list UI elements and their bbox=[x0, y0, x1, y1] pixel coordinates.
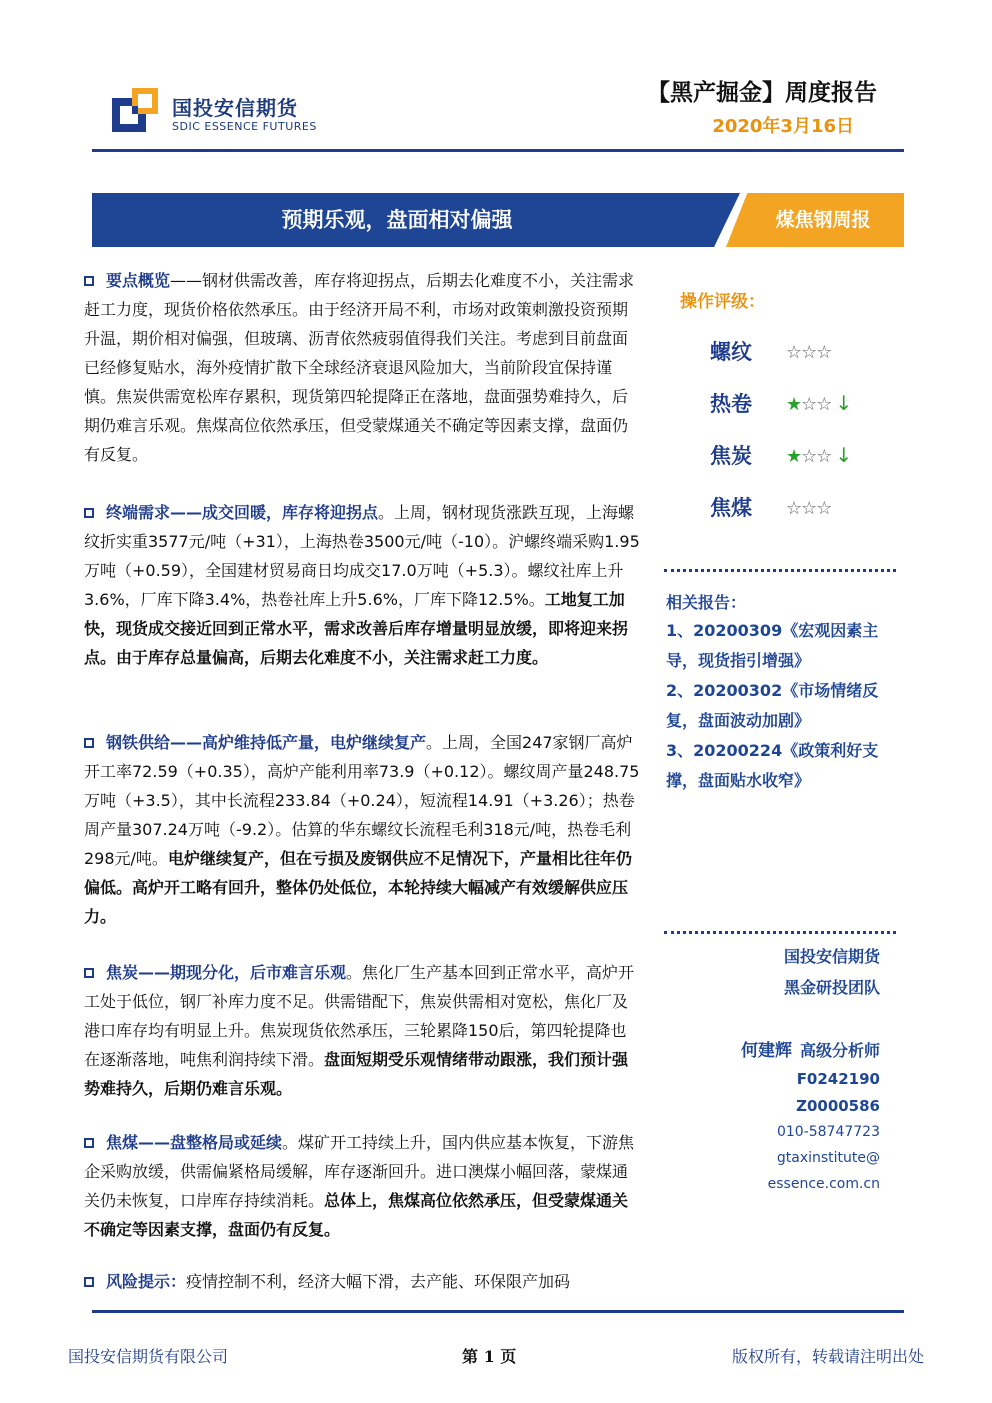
section-heading: 焦煤——盘整格局或延续 bbox=[106, 1133, 283, 1152]
sidebar-divider bbox=[664, 569, 896, 572]
header-divider bbox=[92, 149, 904, 152]
bullet-icon bbox=[84, 1138, 94, 1148]
section-heading: 终端需求——成交回暖，库存将迎拐点 bbox=[106, 503, 379, 522]
rating-name: 焦煤 bbox=[710, 496, 752, 520]
section-text: 。焦化厂生产基本回到正常水平，高炉开工处于低位，钢厂补库力度不足。供需错配下，焦炭供需相对宽松，焦化厂及港口库存均有明显上升。焦炭现货依然承压，三轮累降150后，第四轮提降也在逐渐落地，吨焦利润持续下滑。 bbox=[84, 963, 635, 1069]
related-report-link[interactable]: 2、20200302《市场情绪反复，盘面波动加剧》 bbox=[666, 681, 879, 730]
star-empty-icon: ☆☆☆ bbox=[786, 342, 832, 363]
category-tag: 煤焦钢周报 bbox=[775, 209, 871, 231]
section-summary bbox=[84, 266, 640, 469]
section-conclusion: 电炉继续复产，但在亏损及废钢供应不足情况下，产量相比往年仍偏低。高炉开工略有回升，整体仍处低位，本轮持续大幅减产有效缓解供应压力。 bbox=[84, 849, 632, 926]
star-filled-icon: ★ bbox=[786, 446, 802, 467]
related-report-link[interactable]: 3、20200224《政策利好支撑，盘面贴水收窄》 bbox=[666, 741, 879, 790]
footer-copyright: 版权所有，转载请注明出处 bbox=[731, 1347, 924, 1366]
section-heading: 钢铁供给——高炉维持低产量，电炉继续复产 bbox=[106, 733, 427, 752]
star-empty-icon: ☆☆ bbox=[801, 394, 832, 415]
bullet-icon bbox=[84, 738, 94, 748]
section-coke bbox=[84, 958, 640, 1103]
footer-divider bbox=[92, 1310, 904, 1313]
footer-company: 国投安信期货有限公司 bbox=[68, 1347, 229, 1366]
bullet-icon bbox=[84, 508, 94, 518]
report-headline: 预期乐观，盘面相对偏强 bbox=[281, 208, 513, 232]
rating-name: 焦炭 bbox=[710, 444, 752, 468]
arrow-down-icon: ↓ bbox=[835, 443, 852, 467]
section-risk bbox=[84, 1267, 640, 1296]
star-empty-icon: ☆☆ bbox=[801, 446, 832, 467]
rating-stars bbox=[786, 443, 851, 467]
analyst-name: 何建辉 bbox=[740, 1041, 792, 1061]
analyst-certificate: Z0000586 bbox=[796, 1097, 880, 1115]
rating-stars bbox=[786, 339, 835, 363]
footer-page-number: 第 1 页 bbox=[462, 1347, 517, 1366]
section-text: 。煤矿开工持续上升，国内供应基本恢复，下游焦企采购放缓，供需偏紧格局缓解，库存逐渐回升。进口澳煤小幅回落，蒙煤通关仍未恢复，口岸库存持续消耗。 bbox=[84, 1133, 635, 1210]
star-filled-icon: ★ bbox=[786, 394, 802, 415]
analyst-email[interactable]: gtaxinstitute@ bbox=[776, 1150, 880, 1166]
company-logo-icon bbox=[112, 88, 158, 132]
section-text: 疫情控制不利，经济大幅下滑，去产能、环保限产加码 bbox=[186, 1272, 571, 1291]
logo-company-name: 国投安信期货 bbox=[172, 96, 298, 120]
section-conclusion: 盘面短期受乐观情绪带动跟涨，我们预计强势难持久，后期仍难言乐观。 bbox=[84, 1050, 629, 1098]
rating-name: 热卷 bbox=[710, 392, 752, 416]
sidebar-divider bbox=[664, 931, 896, 934]
section-text: 。上周，全国247家钢厂高炉开工率72.59（+0.35），高炉产能利用率73.9（+0.12）。螺纹周产量248.75万吨（+3.5），其中长流程233.84（+0.24），短流程14.91（+3.26）；热卷周产量307.24万吨（-9.2）。估算的华东螺纹长流程毛利318元/吨，热卷毛利298元/吨。 bbox=[84, 733, 640, 868]
arrow-down-icon: ↓ bbox=[835, 391, 852, 415]
related-reports-title: 相关报告： bbox=[666, 593, 747, 612]
section-heading: 焦炭——期现分化，后市难言乐观 bbox=[106, 963, 347, 982]
report-date: 2020年3月16日 bbox=[712, 116, 854, 137]
section-text: ——钢材供需改善，库存将迎拐点，后期去化难度不小，关注需求赶工力度，现货价格依然承压。由于经济开局不利，市场对政策刺激投资预期升温，期价相对偏强，但玻璃、沥青依然疲弱值得我们关注。考虑到目前盘面已经修复贴水，海外疫情扩散下全球经济衰退风险加大，当前阶段宜保持谨慎。焦炭供需宽松库存累积，现货第四轮提降正在落地，盘面强势难持久，后期仍难言乐观。焦煤高位依然承压，但受蒙煤通关不确定等因素支撑，盘面仍有反复。 bbox=[84, 271, 635, 464]
related-report-link[interactable]: 1、20200309《宏观因素主导，现货指引增强》 bbox=[666, 621, 879, 670]
section-conclusion: 工地复工加快，现货成交接近回到正常水平，需求改善后库存增量明显放缓，即将迎来拐点。由于库存总量偏高，后期去化难度不小，关注需求赶工力度。 bbox=[84, 590, 629, 667]
analyst-title: 高级分析师 bbox=[799, 1041, 880, 1060]
analyst-email-domain[interactable]: essence.com.cn bbox=[767, 1176, 880, 1192]
logo-company-name-en: SDIC ESSENCE FUTURES bbox=[172, 120, 317, 133]
star-empty-icon: ☆☆☆ bbox=[786, 498, 832, 519]
section-conclusion: 总体上，焦煤高位依然承压，但受蒙煤通关不确定等因素支撑，盘面仍有反复。 bbox=[84, 1191, 629, 1239]
bullet-icon bbox=[84, 276, 94, 286]
rating-row-rebar bbox=[710, 336, 900, 376]
section-supply bbox=[84, 728, 640, 931]
rating-title: 操作评级： bbox=[680, 292, 765, 312]
section-heading: 风险提示： bbox=[106, 1272, 187, 1291]
section-demand bbox=[84, 498, 640, 672]
report-type-title: 【黑产掘金】周度报告 bbox=[647, 80, 877, 106]
rating-stars bbox=[786, 495, 835, 519]
section-coal bbox=[84, 1128, 640, 1244]
author-firm: 国投安信期货 bbox=[783, 947, 880, 966]
analyst-phone: 010-58747723 bbox=[776, 1124, 880, 1140]
rating-row-coke bbox=[710, 440, 900, 480]
author-team: 黑金研投团队 bbox=[783, 978, 880, 997]
section-text: 。上周，钢材现货涨跌互现，上海螺纹折实重3577元/吨（+31），上海热卷3500元/吨（-10）。沪螺终端采购1.95万吨（+0.59），全国建材贸易商日均成交17.0万吨（+5.3）。螺纹社库上升3.6%，厂库下降3.4%，热卷社库上升5.6%，厂库下降12.5%。 bbox=[84, 503, 640, 609]
bullet-icon bbox=[84, 968, 94, 978]
rating-row-coal bbox=[710, 492, 900, 532]
rating-name: 螺纹 bbox=[710, 340, 752, 364]
bullet-icon bbox=[84, 1277, 94, 1287]
rating-row-hotcoil bbox=[710, 388, 900, 428]
section-heading: 要点概览 bbox=[106, 271, 171, 290]
analyst-certificate: F0242190 bbox=[796, 1070, 880, 1088]
analyst-name-line bbox=[741, 1036, 880, 1061]
rating-stars bbox=[786, 391, 851, 415]
